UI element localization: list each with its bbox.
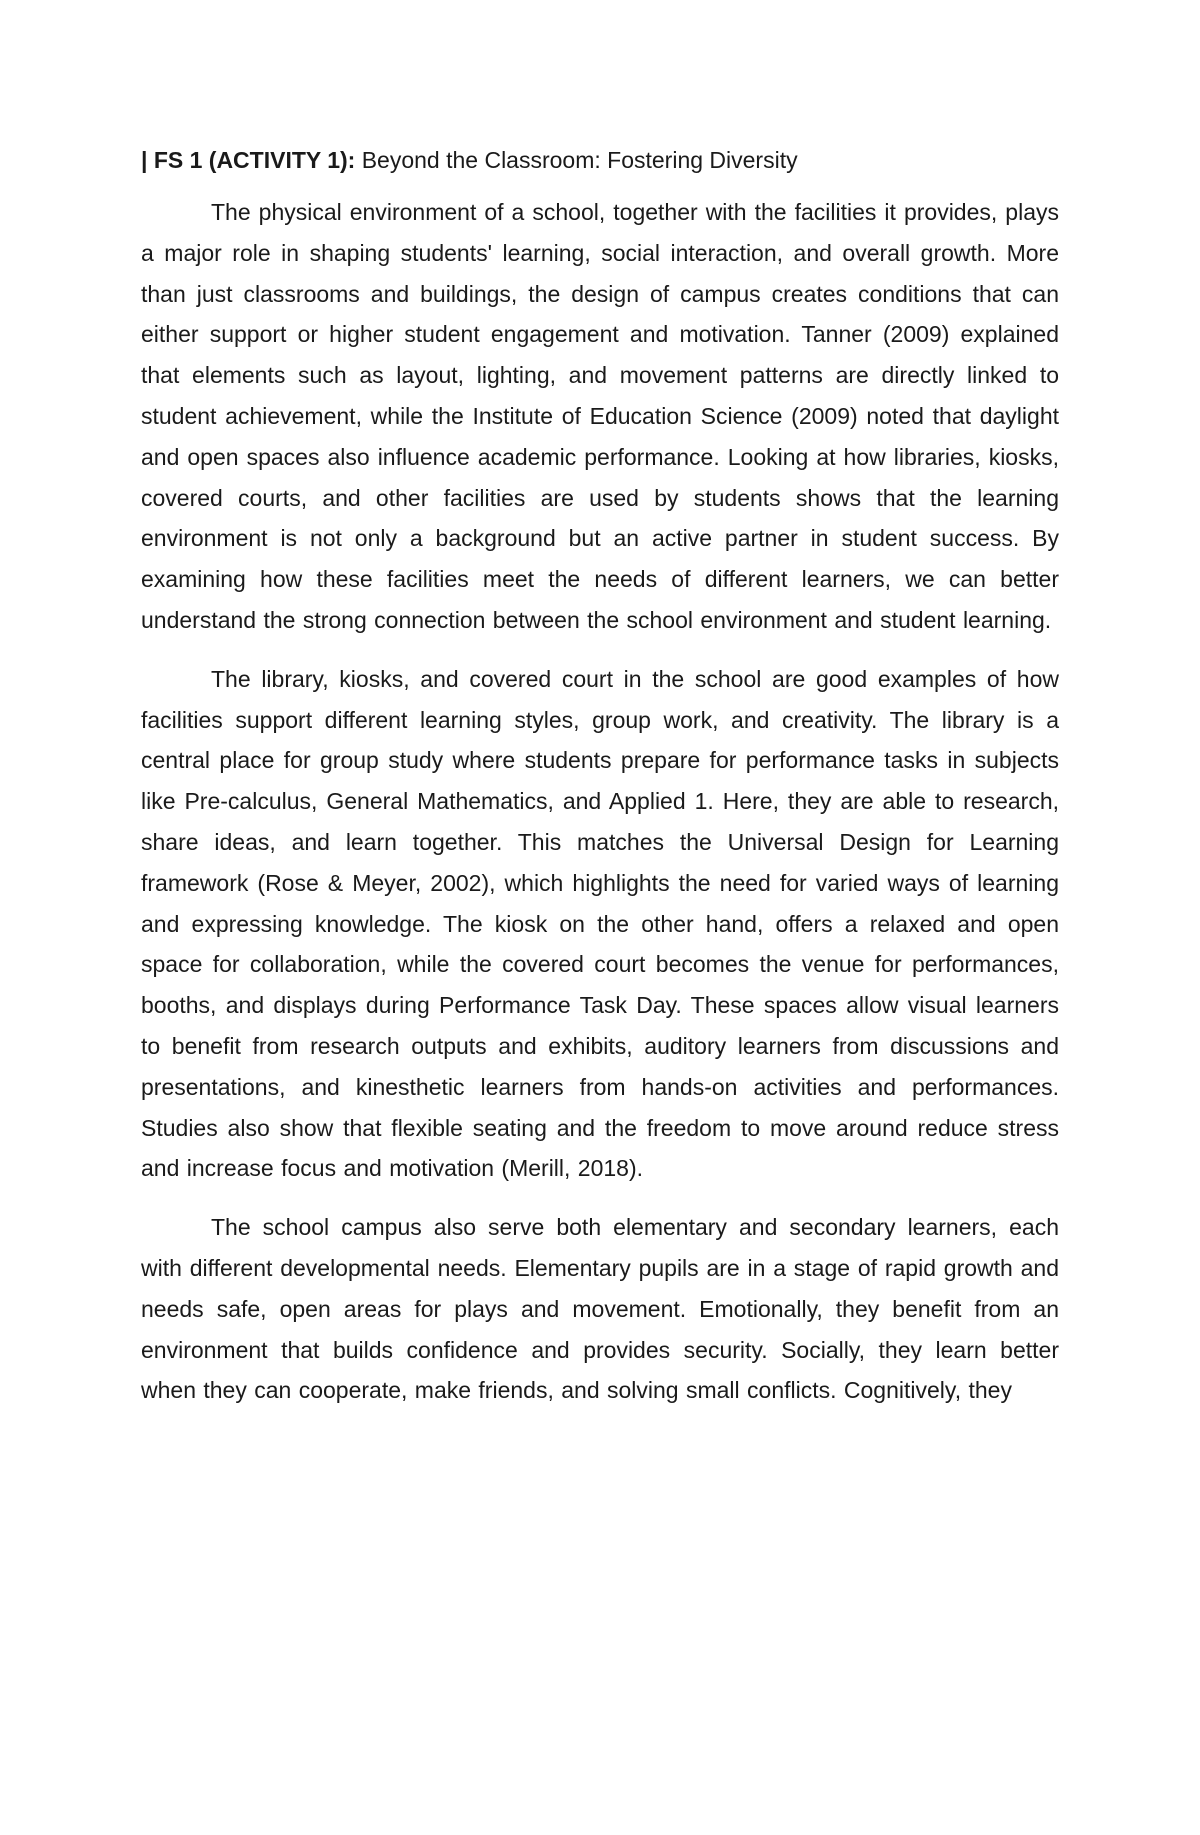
document-heading xyxy=(141,140,1059,180)
paragraph-3: The school campus also serve both elementary and secondary learners, each with different developmental needs. Elementary pupils are in a stage of rapid growth and needs safe, open areas for plays and movement. Emotionally, they benefit from an environment that builds confidence and provides security. Socially, they learn better when they can cooperate, make friends, and solving small conflicts. Cognitively, they xyxy=(141,1214,1059,1404)
document-body xyxy=(141,140,1059,1429)
heading-title: Beyond the Classroom: Fostering Diversity xyxy=(355,147,798,173)
paragraph-2: The library, kiosks, and covered court in the school are good examples of how facilities support different learning styles, group work, and creativity. The library is a central place for group study where students prepare for performance tasks in subjects like Pre-calculus, General Mathematics, and Applied 1. Here, they are able to research, share ideas, and learn together. This matches the Universal Design for Learning framework (Rose & Meyer, 2002), which highlights the need for varied ways of learning and expressing knowledge. The kiosk on the other hand, offers a relaxed and open space for collaboration, while the covered court becomes the venue for performances, booths, and displays during Performance Task Day. These spaces allow visual learners to benefit from research outputs and exhibits, auditory learners from discussions and presentations, and kinesthetic learners from hands-on activities and performances. Studies also show that flexible seating and the freedom to move around reduce stress and increase focus and motivation (Merill, 2018). xyxy=(141,665,1059,1182)
paragraph-1: The physical environment of a school, together with the facilities it provides, plays a major role in shaping students' learning, social interaction, and overall growth. More than just classrooms and buildings, the design of campus creates conditions that can either support or higher student engagement and motivation. Tanner (2009) explained that elements such as layout, lighting, and movement patterns are directly linked to student achievement, while the Institute of Education Science (2009) noted that daylight and open spaces also influence academic performance. Looking at how libraries, kiosks, covered courts, and other facilities are used by students shows that the learning environment is not only a background but an active partner in student success. By examining how these facilities meet the needs of different learners, we can better understand the strong connection between the school environment and student learning. xyxy=(141,199,1059,633)
heading-label: | FS 1 (ACTIVITY 1): xyxy=(141,147,356,173)
